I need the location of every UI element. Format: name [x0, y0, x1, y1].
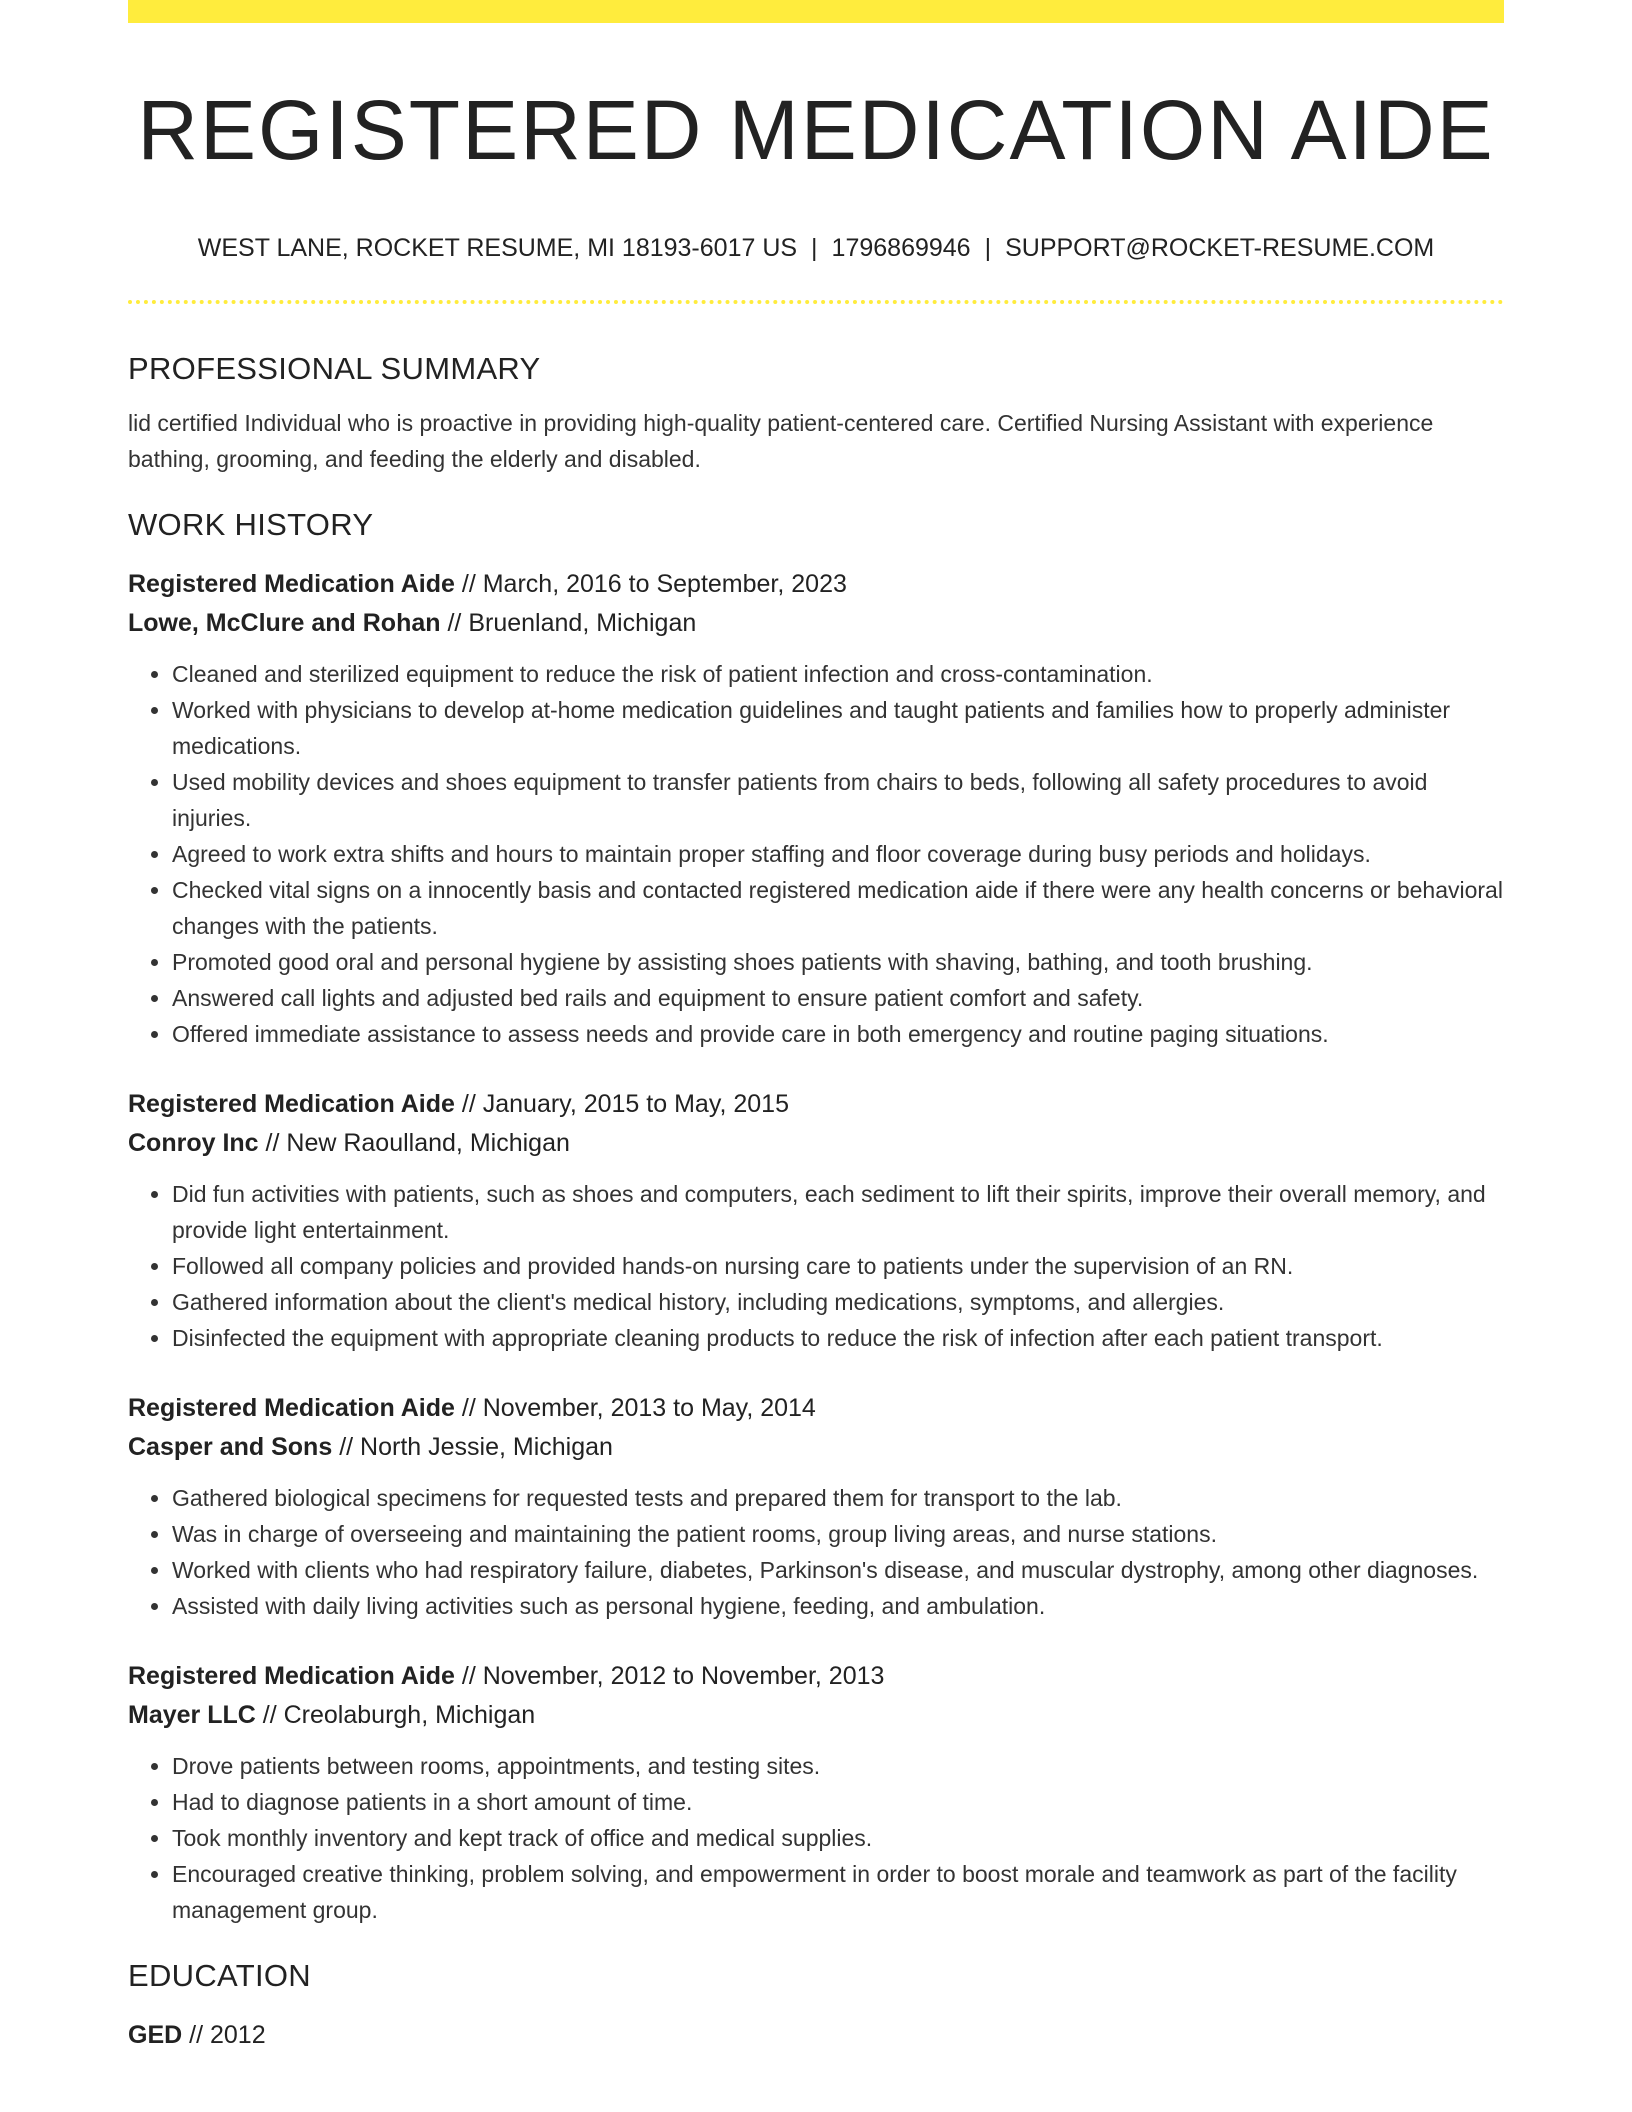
job-bullet: • Assisted with daily living activities such as personal hygiene, feeding, and ambulation. — [172, 1588, 1504, 1624]
job-bullet: • Gathered information about the client's medical history, including medications, symptoms, and allergies. — [172, 1284, 1504, 1320]
job-end-date: May, 2015 — [674, 1090, 789, 1118]
job-bullet: • Cleaned and sterilized equipment to reduce the risk of patient infection and cross-contamination. — [172, 656, 1504, 692]
job-bullet-list — [128, 1748, 1504, 1928]
job-date-joiner: to — [646, 1090, 668, 1118]
job-entry — [128, 1657, 1504, 1928]
top-accent-bar — [128, 0, 1504, 23]
job-start-date: January, 2015 — [482, 1090, 640, 1118]
job-bullet: • Took monthly inventory and kept track of office and medical supplies. — [172, 1820, 1504, 1856]
job-entry — [128, 1389, 1504, 1624]
contact-separator: | — [984, 234, 992, 262]
work-history-heading: WORK HISTORY — [128, 507, 374, 542]
job-connector: // — [339, 1433, 354, 1461]
dotted-divider — [128, 300, 1504, 304]
contact-line — [128, 232, 1504, 264]
job-title-line — [128, 1389, 1504, 1428]
summary-heading: PROFESSIONAL SUMMARY — [128, 351, 541, 386]
job-company: Lowe, McClure and Rohan — [128, 609, 441, 637]
job-start-date: November, 2013 — [482, 1394, 667, 1422]
contact-address: WEST LANE, ROCKET RESUME, MI 18193-6017 US — [197, 234, 798, 262]
job-end-date: May, 2014 — [700, 1394, 816, 1422]
job-company-line — [128, 1428, 1504, 1467]
job-bullet: • Gathered biological specimens for requested tests and prepared them for transport to the lab. — [172, 1480, 1504, 1516]
job-end-date: September, 2023 — [656, 570, 847, 598]
job-location: North Jessie, Michigan — [360, 1433, 613, 1461]
job-title-line — [128, 1085, 1504, 1124]
job-bullet: • Used mobility devices and shoes equipment to transfer patients from chairs to beds, following all safety procedures to avoid injuries. — [172, 764, 1504, 836]
job-title-line — [128, 1657, 1504, 1696]
job-bullet: • Disinfected the equipment with appropriate cleaning products to reduce the risk of infection after each patient transport. — [172, 1320, 1504, 1356]
job-entry — [128, 1085, 1504, 1356]
education-heading: EDUCATION — [128, 1958, 311, 1993]
contact-phone: 1796869946 — [831, 234, 971, 262]
job-bullet: • Followed all company policies and provided hands-on nursing care to patients under the supervision of an RN. — [172, 1248, 1504, 1284]
job-connector: // — [461, 1662, 476, 1690]
job-bullet-list — [128, 656, 1504, 1052]
job-title: Registered Medication Aide — [128, 1090, 455, 1118]
job-company-line — [128, 1124, 1504, 1163]
job-location: Creolaburgh, Michigan — [283, 1701, 536, 1729]
resume-page — [128, 0, 1504, 2055]
job-bullet-list — [128, 1176, 1504, 1356]
job-company: Mayer LLC — [128, 1701, 256, 1729]
job-connector: // — [461, 1090, 476, 1118]
job-title: Registered Medication Aide — [128, 1394, 455, 1422]
job-bullet: • Worked with physicians to develop at-home medication guidelines and taught patients and families how to properly administer medications. — [172, 692, 1504, 764]
job-company: Casper and Sons — [128, 1433, 333, 1461]
job-location: Bruenland, Michigan — [468, 609, 697, 637]
job-connector: // — [265, 1129, 280, 1157]
job-bullet: • Answered call lights and adjusted bed rails and equipment to ensure patient comfort and safety. — [172, 980, 1504, 1016]
job-bullet: • Encouraged creative thinking, problem solving, and empowerment in order to boost morale and teamwork as part of the facility management group. — [172, 1856, 1504, 1928]
job-company: Conroy Inc — [128, 1129, 259, 1157]
job-date-joiner: to — [673, 1662, 694, 1690]
job-bullet: • Was in charge of overseeing and maintaining the patient rooms, group living areas, and nurse stations. — [172, 1516, 1504, 1552]
job-end-date: November, 2013 — [700, 1662, 885, 1690]
job-date-joiner: to — [673, 1394, 694, 1422]
job-company-line — [128, 604, 1504, 643]
job-title: Registered Medication Aide — [128, 570, 455, 598]
education-degree: GED — [128, 2021, 183, 2049]
contact-email: SUPPORT@ROCKET-RESUME.COM — [1005, 234, 1435, 262]
job-title-line — [128, 565, 1504, 604]
job-bullet: • Agreed to work extra shifts and hours to maintain proper staffing and floor coverage during busy periods and holidays. — [172, 836, 1504, 872]
job-start-date: March, 2016 — [482, 570, 622, 598]
job-entry — [128, 565, 1504, 1052]
summary-text: lid certified Individual who is proactive in providing high-quality patient-centered care. Certified Nursing Assistant with experience bathing, grooming, and feeding the elderly and disabled. — [128, 410, 1434, 472]
contact-separator: | — [811, 234, 818, 262]
job-date-joiner: to — [628, 570, 650, 598]
job-location: New Raoulland, Michigan — [286, 1129, 570, 1157]
job-bullet: • Did fun activities with patients, such as shoes and computers, each sediment to lift their spirits, improve their overall memory, and provide light entertainment. — [172, 1176, 1504, 1248]
job-bullet: • Had to diagnose patients in a short amount of time. — [172, 1784, 1504, 1820]
job-connector: // — [461, 570, 476, 598]
job-title: Registered Medication Aide — [128, 1662, 455, 1690]
education-connector: // — [189, 2021, 204, 2049]
job-bullet-list — [128, 1480, 1504, 1624]
job-connector: // — [262, 1701, 277, 1729]
job-bullet: • Offered immediate assistance to assess needs and provide care in both emergency and routine paging situations. — [172, 1016, 1504, 1052]
education-entry — [128, 2016, 1504, 2055]
education-year: 2012 — [210, 2021, 266, 2049]
job-bullet: • Checked vital signs on a innocently basis and contacted registered medication aide if there were any health concerns or behavioral changes with the patients. — [172, 872, 1504, 944]
resume-name: REGISTERED MEDICATION AIDE — [137, 83, 1495, 177]
job-connector: // — [461, 1394, 476, 1422]
job-bullet: • Promoted good oral and personal hygiene by assisting shoes patients with shaving, bathing, and tooth brushing. — [172, 944, 1504, 980]
job-start-date: November, 2012 — [482, 1662, 667, 1690]
job-bullet: • Worked with clients who had respiratory failure, diabetes, Parkinson's disease, and muscular dystrophy, among other diagnoses. — [172, 1552, 1504, 1588]
job-connector: // — [447, 609, 462, 637]
job-bullet: • Drove patients between rooms, appointments, and testing sites. — [172, 1748, 1504, 1784]
work-history-list — [128, 565, 1504, 1928]
job-company-line — [128, 1696, 1504, 1735]
